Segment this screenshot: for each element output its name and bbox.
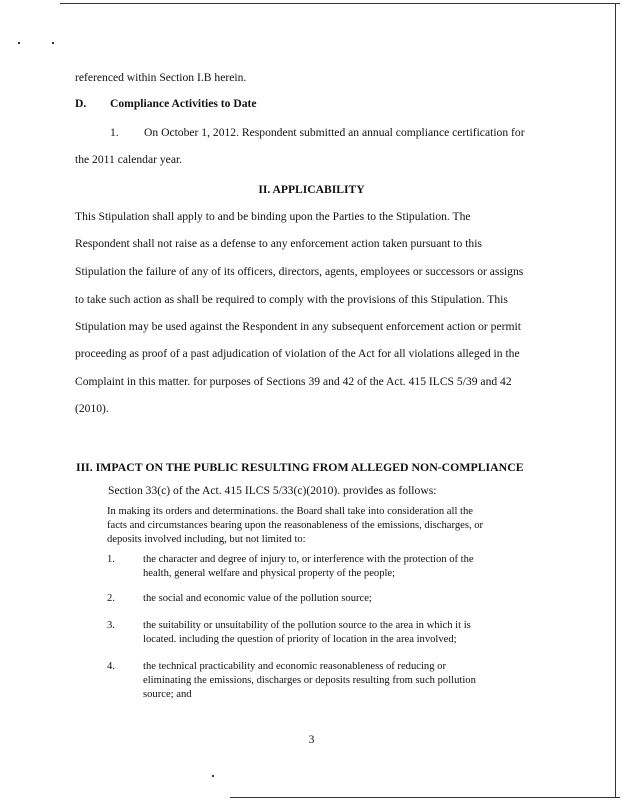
quote-line: facts and circumstances bearing upon the reasonableness of the emissions, discharges, or	[107, 520, 484, 531]
scan-border-right	[615, 3, 616, 797]
body-line: proceeding as proof of a past adjudication of violation of the Act for all violations alleged in the	[75, 347, 520, 360]
body-line: Stipulation the failure of any of its officers, directors, agents, employees or successors or assigns	[75, 265, 524, 278]
intro-line: referenced within Section I.B herein.	[75, 71, 247, 84]
item-1-number: 1.	[107, 554, 115, 565]
impact-intro: Section 33(c) of the Act. 415 ILCS 5/33(c)(2010). provides as follows:	[108, 484, 437, 497]
item-3-line: located. including the question of priority of location in the area involved;	[143, 634, 457, 645]
para-1-number: 1.	[110, 126, 119, 139]
item-2-number: 2.	[107, 593, 115, 604]
body-line: to take such action as shall be required to comply with the provisions of this Stipulation. This	[75, 293, 508, 306]
body-line: This Stipulation shall apply to and be binding upon the Parties to the Stipulation. The	[75, 210, 471, 223]
item-4-line: source; and	[143, 689, 192, 700]
scan-border-top	[60, 3, 620, 4]
scan-border-bottom	[230, 797, 620, 798]
item-1-line: the character and degree of injury to, or interference with the protection of the	[143, 554, 474, 565]
body-line: (2010).	[75, 402, 109, 415]
body-line: Complaint in this matter. for purposes of Sections 39 and 42 of the Act. 415 ILCS 5/39 and 42	[75, 375, 512, 388]
quote-line: In making its orders and determinations. the Board shall take into consideration all the	[107, 506, 473, 517]
section-d-title: Compliance Activities to Date	[110, 97, 257, 110]
para-1-line: the 2011 calendar year.	[75, 153, 183, 166]
body-line: Stipulation may be used against the Respondent in any subsequent enforcement action or permit	[75, 320, 521, 333]
impact-heading: III. IMPACT ON THE PUBLIC RESULTING FROM ALLEGED NON-COMPLIANCE	[76, 460, 524, 474]
item-4-line: the technical practicability and economic reasonableness of reducing or	[143, 661, 446, 672]
item-3-number: 3.	[107, 620, 115, 631]
scan-speck	[52, 42, 54, 44]
item-1-line: health, general welfare and physical property of the people;	[143, 568, 396, 579]
item-4-line: eliminating the emissions, discharges or deposits resulting from such pollution	[143, 675, 476, 686]
quote-line: deposits involved including, but not limited to:	[107, 534, 306, 545]
applicability-heading: II. APPLICABILITY	[258, 183, 365, 196]
item-2-line: the social and economic value of the pollution source;	[143, 593, 372, 604]
para-1-line: On October 1, 2012. Respondent submitted an annual compliance certification for	[144, 126, 525, 139]
scan-speck	[212, 775, 214, 777]
body-line: Respondent shall not raise as a defense to any enforcement action taken pursuant to this	[75, 237, 482, 250]
section-d-letter: D.	[75, 97, 87, 110]
page-number: 3	[308, 733, 315, 746]
item-3-line: the suitability or unsuitability of the pollution source to the area in which it is	[143, 620, 471, 631]
item-4-number: 4.	[107, 661, 115, 672]
scan-speck	[18, 42, 20, 44]
